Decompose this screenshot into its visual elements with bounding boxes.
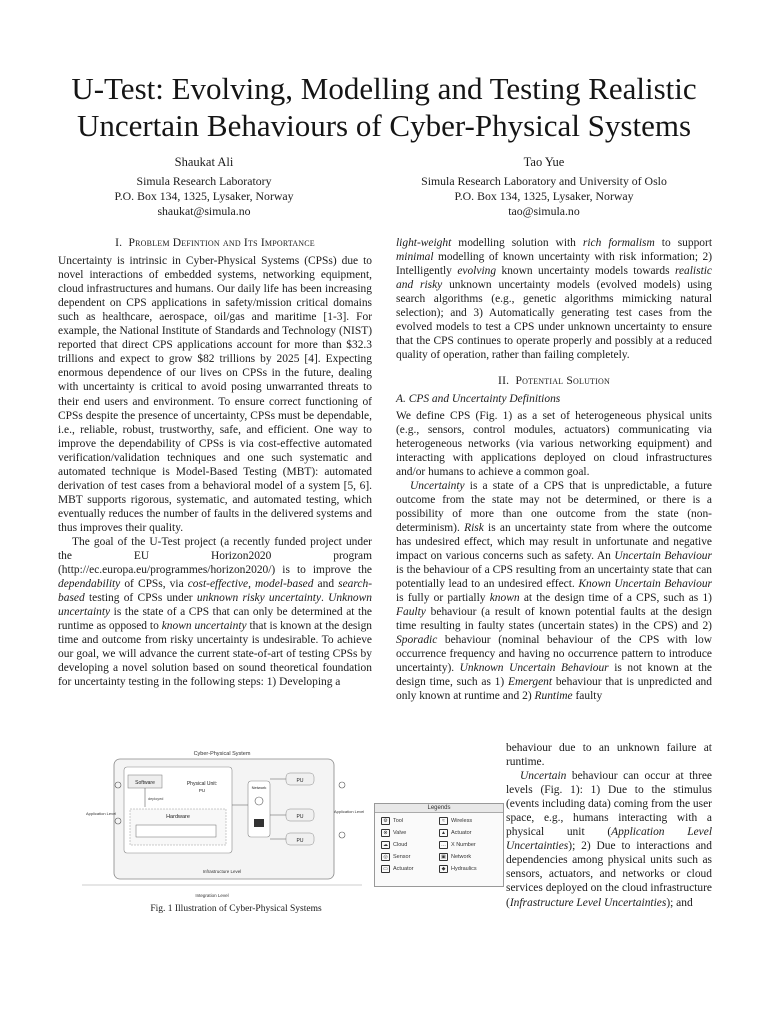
network-icon: ▣: [439, 853, 448, 861]
wireless-icon: ≈: [439, 817, 448, 825]
paragraph-intro: Uncertainty is intrinsic in Cyber-Physical Systems (CPSs) due to novel interactions of embedded systems, networking equipment, cloud infrastructures and humans. Our daily life has been increasing dependent on CPS applications in safety/mission critical domains such as healthcare, aerospace, oil/gas and maritime [1-3]. For example, the National Institute of Standards and Technology (NIST) reported that direct CPS applications account for more than $32.3 trillions and expect to grow $82 trillions by 2025 [4]. Expecting enormous dependence of our lives on CPSs in the future, dealing with uncertainty is critical to avoid posing unwarranted threats to their end users and environment. To ensure correct functioning of CPSs despite the presence of uncertainty, CPSs must be dependable, i.e., reliable, robust, trustworthy, safe, and efficient. One way to improve the dependability of CPSs is via cost-effective automated verification/validation techniques and one such systematic and automated technique is Model-Based Testing (MBT): automated derivation of test cases from a behavioral model of a system [5, 6]. MBT supports rigorous, systematic, and automated testing, which eventually reduces the number of faults in the delivered systems and thus improves their quality.: [58, 255, 372, 534]
person-icon: [339, 832, 345, 838]
figure-legend: [374, 803, 504, 887]
hardware-components: [136, 825, 216, 837]
legend-item: ▲ Actuator: [439, 829, 497, 837]
paragraph-uncertainty-def: Uncertainty is a state of a CPS that is unpredictable, a future outcome from the state may not be determined, or there is a possibility of more than one outcome from the state (non-determinism). Risk is an uncertainty state from where the outcome has undesired effect, which may result in unfortunate and negative impact on various concerns such as safety. An Uncertain Behaviour is the behaviour of a CPS resulting from an uncertainty state that can potentially lead to an undesired effect. Known Uncertain Behaviour is fully or partially known at the design time of a CPS, such as 1) Faulty behaviour (a result of known potential faults at the design time resulting in faulty states (uncertain states) in the CPS) and 2) Sporadic behaviour (nominal behaviour of the CPS with low occurrence frequency and having no occurrence pattern to introduce uncertainty). Unknown Uncertain Behaviour is not known at the design time, such as 1) Emergent behaviour that is unpredicted and only known at runtime and 2) Runtime faulty: [396, 479, 713, 703]
paper-title: [40, 70, 728, 144]
person-icon: [339, 782, 345, 788]
legend-item: ⊗ Valve: [381, 829, 439, 837]
software-label: Software: [135, 780, 155, 786]
computer-icon: [254, 819, 264, 827]
author-name: Shaukat Ali: [174, 155, 234, 169]
right-narrow-column: [506, 741, 712, 910]
paragraph-cps-def: We define CPS (Fig. 1) as a set of heterogeneous physical units (e.g., sensors, control modules, actuators) communicating via heterogeneous networks (via various networking equipment) and interacting with applications deployed on cloud infrastructures and/or humans to achieve a common goal.: [396, 409, 712, 478]
pu2-label: PU: [296, 814, 304, 820]
pu-sub-label: PU: [198, 788, 206, 793]
pu1-label: PU: [296, 778, 304, 784]
right-column: [396, 236, 712, 704]
section-heading-1: I. Problem Defintion and Its Importance: [115, 236, 315, 249]
cloud-icon: ☁: [383, 842, 388, 848]
app-level-right-label: Application Level: [334, 809, 365, 814]
sensor-icon: ◎: [381, 853, 390, 861]
legend-item: ◆ Hydraulics: [439, 865, 497, 873]
author-affiliation: Simula Research Laboratory: [136, 174, 272, 188]
physical-unit-label: Physical Unit:: [186, 781, 218, 787]
author-address: P.O. Box 134, 1325, Lysaker, Norway: [454, 189, 634, 203]
author-email: shaukat@simula.no: [157, 204, 251, 218]
integration-level-label: Integration Level: [195, 893, 229, 898]
author-name: Tao Yue: [523, 155, 565, 169]
hardware-label: Hardware: [166, 814, 190, 820]
infra-level-label: Infrastructure Level: [202, 869, 242, 874]
author-block-2: [394, 155, 694, 219]
actuator-icon: ▭: [381, 865, 390, 873]
valve-icon: ⊗: [381, 829, 390, 837]
author-block-1: [84, 155, 324, 219]
section-heading-2: II. Potential Solution: [498, 374, 610, 388]
legend-item: ☁ Cloud: [383, 842, 408, 848]
legend-item: … X Number: [441, 842, 476, 848]
legend-item: ▭ Actuator: [381, 865, 439, 873]
legend-item: ≈ Wireless: [439, 817, 497, 825]
app-level-left-label: Application Level: [86, 811, 117, 816]
network-label: Network: [251, 785, 267, 790]
cps-label: Cyber-Physical System: [193, 751, 251, 757]
subsection-heading-a: A. CPS and Uncertainty Definitions: [396, 393, 561, 406]
paragraph-runtime-cont: behaviour due to an unknown failure at runtime.: [506, 742, 712, 769]
paragraph-steps: light-weight modelling solution with rich formalism to support minimal modelling of known uncertainty with risk information; 2) Intelligently evolving known uncertainty models towards realistic and risky unknown uncertainty models (evolved models) using search algorithms (e.g., genetic algorithms mimicking natural selection); and 3) Automatically generating test cases from the evolved models to test a CPS under unknown uncertainty to ensure that the CPS continues to operate properly and possibly at a reduced quality of operation, rather than failing completely.: [396, 237, 713, 362]
figure-cps-diagram: [72, 745, 410, 915]
legend-item: ▣ Network: [439, 853, 497, 861]
figure-caption: Fig. 1 Illustration of Cyber-Physical Systems: [150, 904, 322, 914]
legend-title: Legends: [375, 804, 503, 813]
author-email: tao@simula.no: [508, 204, 580, 218]
paragraph-levels: Uncertain behaviour can occur at three levels (Fig. 1): 1) Due to the stimulus (events including data) coming from the user space, e.g., humans interacting with a physical unit (Application Level Uncertainties); 2) Due to interactions and dependencies among physical units such as sensors, actuators, and networks or cloud services deployed on the cloud infrastructure (Infrastructure Level Uncertainties); and: [506, 770, 713, 909]
left-column: [58, 236, 372, 690]
legend-item: ⚙ Tool: [381, 817, 439, 825]
author-affiliation: Simula Research Laboratory and University of Oslo: [421, 174, 667, 188]
paragraph-goal: The goal of the U-Test project (a recently funded project under the EU Horizon2020 program (http://ec.europa.eu/programmes/horizon2020/) is to improve the dependability of CPSs, via cost-effective, model-based and search-based testing of CPSs under unknown risky uncertainty. Unknown uncertainty is the state of a CPS that can only be determined at the runtime as opposed to known uncertainty that is known at the design time and outcome from risky uncertainty is undesirable. To achieve our goal, we will advance the current state-of-art of testing CPSs by developing a novel solution based on sound theoretical foundation for uncertainty testing in the following steps: 1) Developing a: [58, 535, 373, 689]
tool-icon: ⚙: [381, 817, 390, 825]
author-address: P.O. Box 134, 1325, Lysaker, Norway: [114, 189, 294, 203]
hydraulics-icon: ◆: [439, 865, 448, 873]
deployed-label: deployed: [148, 797, 164, 801]
actuator-icon: ▲: [439, 829, 448, 837]
number-icon: …: [441, 842, 446, 848]
legend-item: ◎ Sensor: [381, 853, 439, 861]
title-line-2: Uncertain Behaviours of Cyber-Physical Systems: [76, 108, 692, 143]
pun-label: PU: [296, 838, 304, 844]
title-line-1: U-Test: Evolving, Modelling and Testing Realistic: [71, 71, 697, 106]
